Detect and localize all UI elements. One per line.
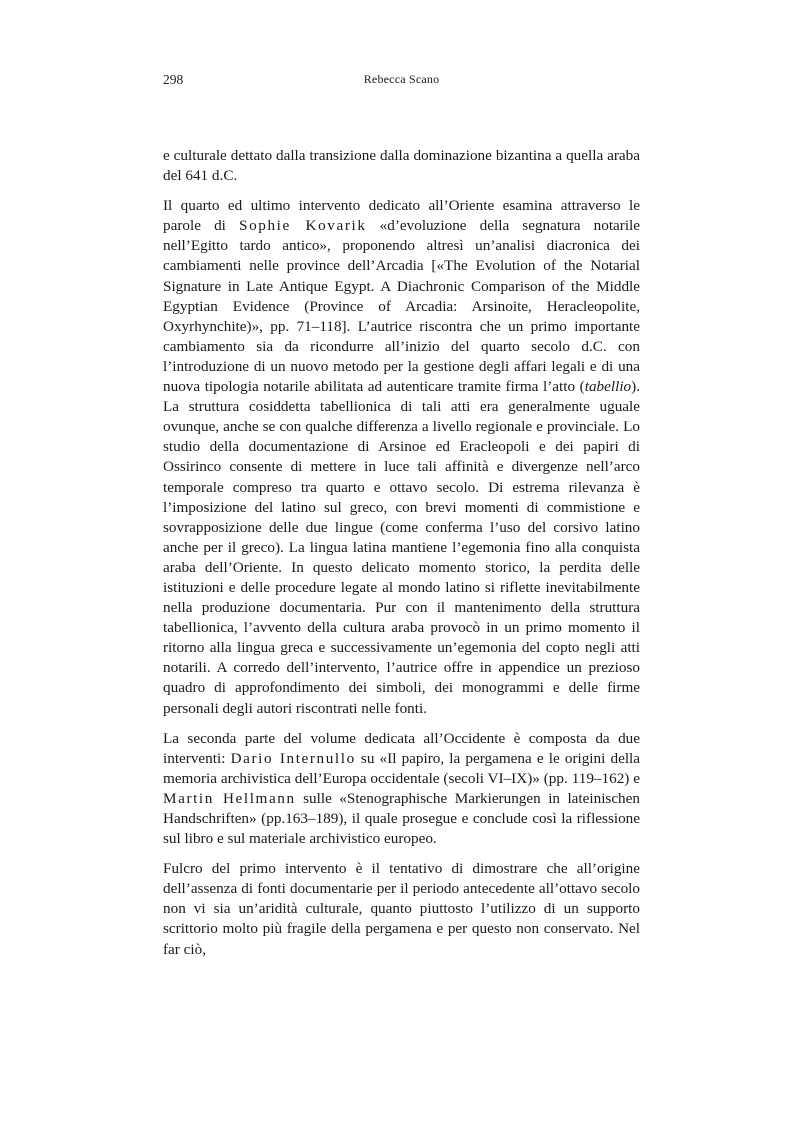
paragraph-2	[163, 196, 640, 718]
page-header	[163, 72, 640, 92]
author-name-hellmann: Martin Hellmann	[163, 789, 296, 807]
paragraph-3-text-c: sulle «Stenographische Markierungen in lateinischen Handschriften» (pp.163–189), il quale prosegue e conclude così la riflessione sul libro e sul materiale archivistico europeo.	[163, 789, 640, 848]
body-text	[163, 146, 640, 970]
paragraph-3	[163, 729, 640, 850]
italic-term-tabellio: tabellio	[584, 378, 632, 396]
author-name-internullo: Dario Internullo	[230, 749, 356, 767]
paragraph-4: Fulcro del primo intervento è il tentativo di dimostrare che all’origine dell’assenza di fonti documentarie per il periodo antecedente all’ottavo secolo non vi sia un’aridità culturale, quanto piuttosto l’utilizzo di un supporto scrittorio molto più fragile della pergamena e per questo non conservato. Nel far ciò,	[163, 860, 640, 958]
paragraph-3-text-b: su «Il papiro, la pergamena e le origini della memoria archivistica dell’Europa occidentale (secoli VI–IX)» (pp. 119–162) e	[163, 749, 640, 787]
paragraph-3-text-a: La seconda parte del volume dedicata all’Occidente è composta da due interventi:	[163, 729, 640, 767]
paragraph-2-text-a: Il quarto ed ultimo intervento dedicato all’Oriente esamina attraverso le parole di	[163, 197, 640, 235]
paragraph-2-text-b: «d’evoluzione della segnatura notarile nell’Egitto tardo antico», proponendo altresì un’analisi diacronica dei cambiamenti nelle province dell’Arcadia [«The Evolution of the Notarial Signature in Late Antique Egypt. A Diachronic Comparison of the Middle Egyptian Evidence (Province of Arcadia: Arsinoite, Heracleopolite, Oxyrhynchite)», pp. 71–118]. L’autrice riscontra che un primo importante cambiamento sia da ricondurre all’inizio del quarto secolo d.C. con l’introduzione di un nuovo metodo per la gestione degli affari legali e di una nuova tipologia notarile abilitata ad autenticare tramite firma l’atto (	[163, 217, 641, 396]
paragraph-1: e culturale dettato dalla transizione dalla dominazione bizantina a quella araba del 641 d.C.	[163, 147, 640, 185]
page-number: 298	[163, 72, 184, 87]
running-head-author: Rebecca Scano	[363, 72, 440, 86]
paragraph-2-text-c: ). La struttura cosiddetta tabellionica di tali atti era generalmente uguale ovunque, anche se con qualche differenza a livello regionale e provinciale. Lo studio della documentazione di Arsinoe ed Eracleopoli e dei papiri di Ossirinco consente di mettere in luce tali affinità e divergenze nell’arco temporale compreso tra quarto e ottavo secolo. Di estrema rilevanza è l’imposizione del latino sul greco, con brevi momenti di commistione e sovrapposizione delle due lingue (come conferma l’uso del corsivo latino anche per il greco). La lingua latina mantiene l’egemonia fino alla conquista araba dell’Oriente. In questo delicato momento storico, la perdita delle istituzioni e delle procedure legate al mondo latino si riflette inevitabilmente nella produzione documentaria. Pur con il mantenimento della struttura tabellionica, l’avvento della cultura araba provocò in un primo momento il ritorno alla lingua greca e successivamente un’egemonia del copto negli atti notarili. A corredo dell’intervento, l’autrice offre in appendice un prezioso quadro di approfondimento dei simboli, dei monogrammi e delle firme personali degli autori riscontrati nelle fonti.	[163, 378, 640, 717]
author-name-kovarik: Sophie Kovarik	[239, 217, 367, 235]
